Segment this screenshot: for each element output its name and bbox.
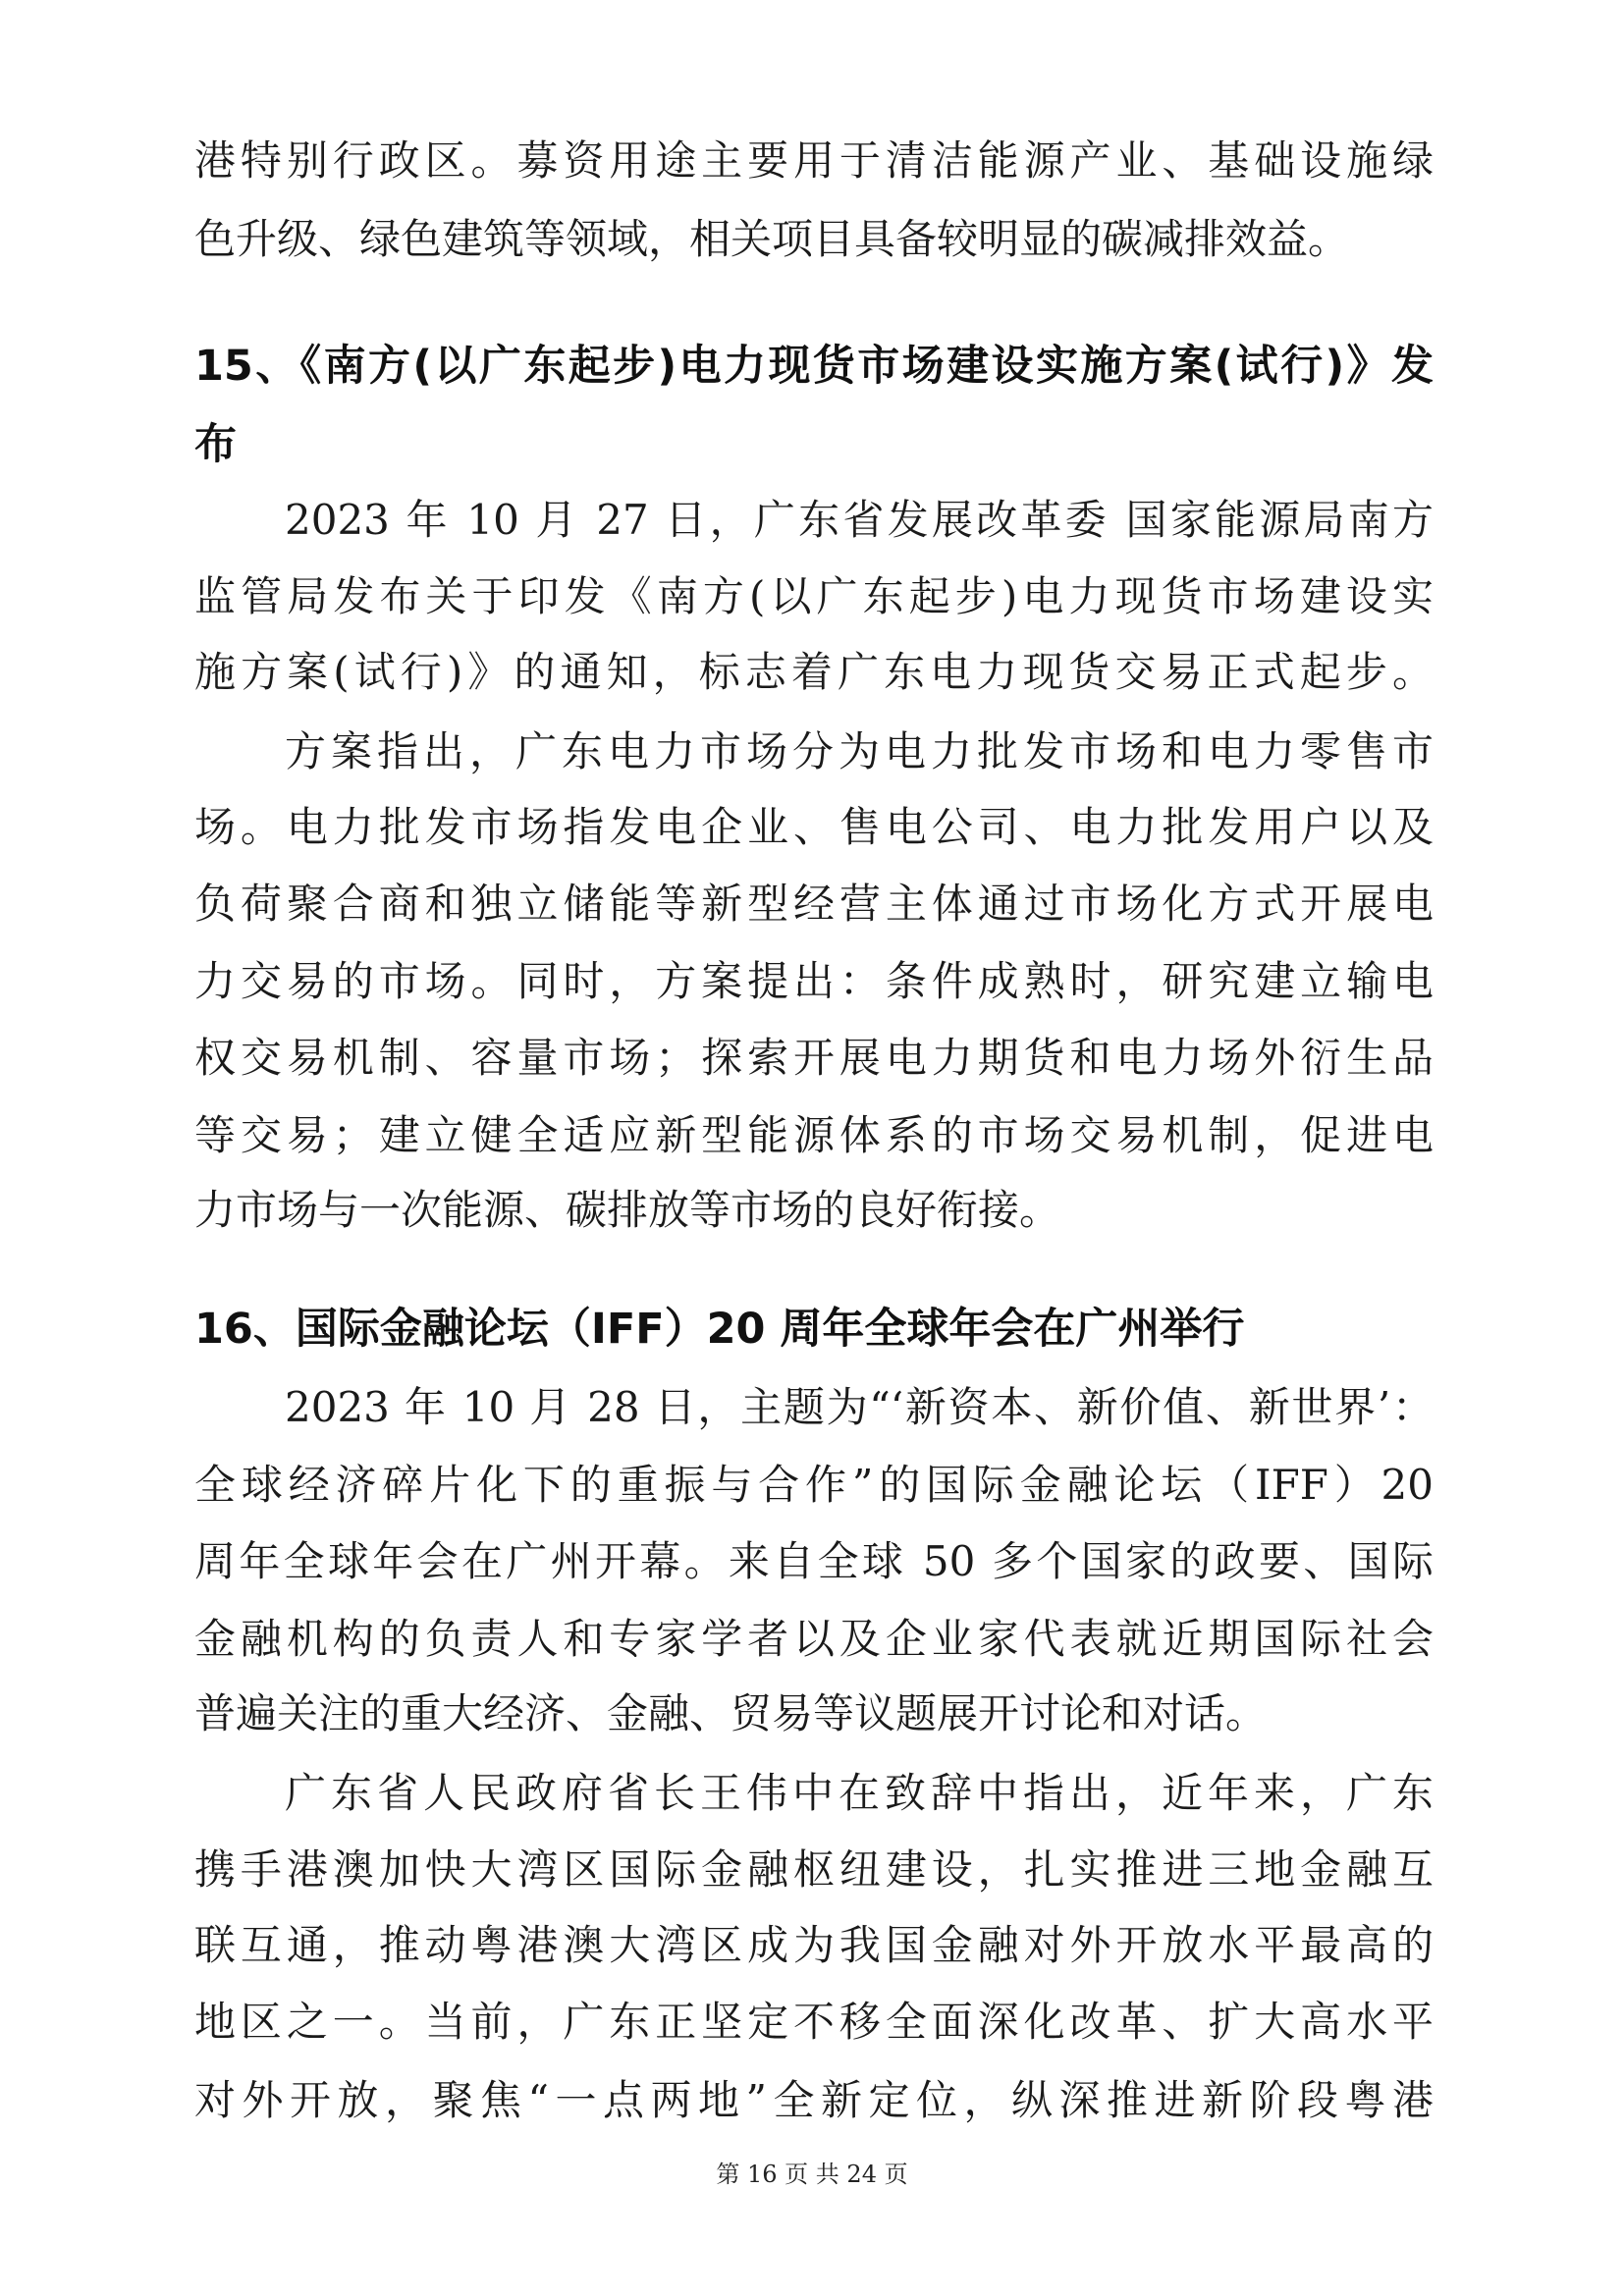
section-heading-15-cont: 布 xyxy=(194,420,237,469)
paragraph-line: 周年全球年会在广州开幕。来自全球 50 多个国家的政要、国际 xyxy=(194,1537,1434,1585)
paragraph-line: 力交易的市场。同时，方案提出：条件成熟时，研究建立输电 xyxy=(194,957,1434,1005)
paragraph-line: 携手港澳加快大湾区国际金融枢纽建设，扎实推进三地金融互 xyxy=(194,1845,1434,1894)
paragraph-line: 监管局发布关于印发《南方(以广东起步)电力现货市场建设实 xyxy=(194,572,1434,620)
paragraph-line: 全球经济碎片化下的重振与合作”的国际金融论坛（IFF）20 xyxy=(194,1461,1434,1509)
paragraph-line: 地区之一。当前，广东正坚定不移全面深化改革、扩大高水平 xyxy=(194,1998,1434,2046)
section-heading-16: 16、国际金融论坛（IFF）20 周年全球年会在广州举行 xyxy=(194,1305,1245,1354)
paragraph-line: 对外开放，聚焦“一点两地”全新定位，纵深推进新阶段粤港 xyxy=(194,2076,1434,2124)
paragraph-line: 港特别行政区。募资用途主要用于清洁能源产业、基础设施绿 xyxy=(194,136,1434,185)
paragraph-line: 等交易；建立健全适应新型能源体系的市场交易机制，促进电 xyxy=(194,1111,1434,1159)
section-heading-15: 15、《南方(以广东起步)电力现货市场建设实施方案(试行)》发 xyxy=(194,342,1434,391)
paragraph-line: 权交易机制、容量市场；探索开展电力期货和电力场外衍生品 xyxy=(194,1034,1434,1082)
paragraph-line: 色升级、绿色建筑等领域，相关项目具备较明显的碳减排效益。 xyxy=(194,215,1350,263)
paragraph-line: 广东省人民政府省长王伟中在致辞中指出，近年来，广东 xyxy=(285,1769,1434,1817)
paragraph-line: 施方案(试行)》的通知，标志着广东电力现货交易正式起步。 xyxy=(194,648,1434,696)
paragraph-line: 场。电力批发市场指发电企业、售电公司、电力批发用户以及 xyxy=(194,803,1434,851)
page-number-footer: 第 16 页 共 24 页 xyxy=(716,2161,908,2188)
paragraph-line: 力市场与一次能源、碳排放等市场的良好衔接。 xyxy=(194,1186,1061,1234)
paragraph-line: 金融机构的负责人和专家学者以及企业家代表就近期国际社会 xyxy=(194,1615,1434,1663)
paragraph-line: 2023 年 10 月 28 日，主题为“‘新资本、新价值、新世界’： xyxy=(285,1383,1434,1431)
paragraph-line: 负荷聚合商和独立储能等新型经营主体通过市场化方式开展电 xyxy=(194,880,1434,928)
paragraph-line: 普遍关注的重大经济、金融、贸易等议题展开讨论和对话。 xyxy=(194,1689,1268,1737)
paragraph-line: 方案指出，广东电力市场分为电力批发市场和电力零售市 xyxy=(285,727,1434,775)
paragraph-line: 2023 年 10 月 27 日，广东省发展改革委 国家能源局南方 xyxy=(285,496,1434,544)
paragraph-line: 联互通，推动粤港澳大湾区成为我国金融对外开放水平最高的 xyxy=(194,1921,1434,1969)
